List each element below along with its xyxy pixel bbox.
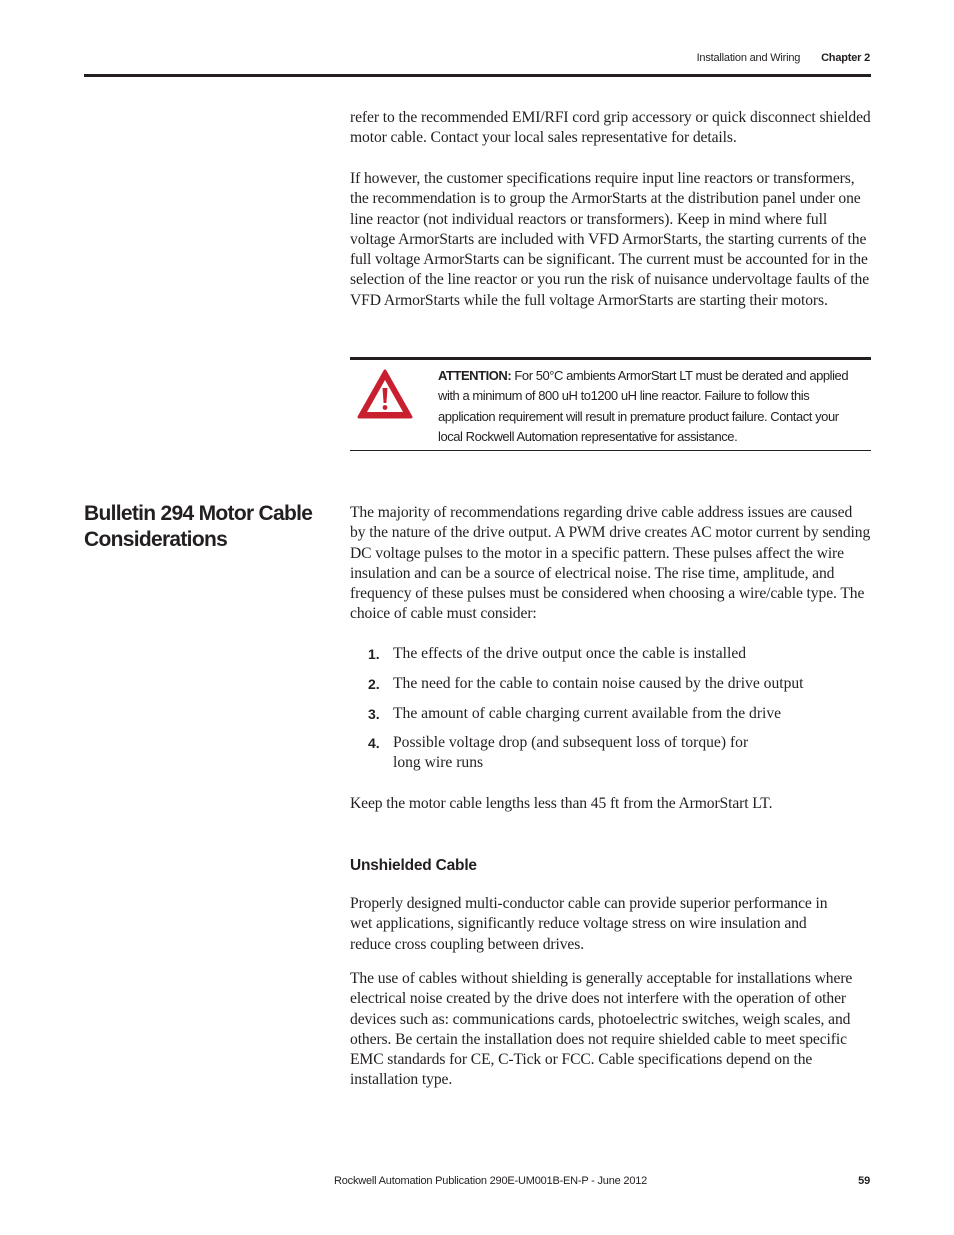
unshielded-paragraph-1: Properly designed multi-conductor cable can provide superior performance in wet applications, significantly reduce voltage stress on wire insulation and reduce cross coupling between drives. [350, 895, 828, 953]
warning-triangle-icon [357, 368, 413, 420]
list-item-text: The need for the cable to contain noise caused by the drive output [393, 675, 804, 692]
footer-publication: Rockwell Automation Publication 290E-UM001B-EN-P - June 2012 [334, 1175, 648, 1187]
attention-text [438, 366, 863, 447]
section-paragraph-1: The majority of recommendations regarding drive cable address issues are caused by the nature of the drive output. A PWM drive creates AC motor current by sending DC voltage pulses to the motor in a specific pattern. These pulses affect the wire insulation and can be a source of electrical noise. The rise time, amplitude, and frequency of these pulses must be considered when choosing a wire/cable type. The choice of cable must consider: [350, 504, 871, 623]
list-item-number: 2. [368, 676, 380, 692]
section-title: Bulletin 294 Motor Cable Considerations [84, 502, 313, 551]
attention-message: For 50°C ambients ArmorStart LT must be derated and applied with a minimum of 800 uH to1200 uH line reactor. Failure to follow this application requirement will result in premature product failure. Contact your local Rockwell Automation representative for assistance. [438, 368, 849, 444]
list-item [368, 733, 763, 774]
list-item-text: Possible voltage drop (and subsequent loss of torque) for long wire runs [393, 734, 749, 772]
page-number: 59 [858, 1175, 870, 1187]
list-item-text: The amount of cable charging current available from the drive [393, 705, 782, 722]
attention-box [350, 357, 871, 451]
intro-paragraph-1: refer to the recommended EMI/RFI cord grip accessory or quick disconnect shielded motor cable. Contact your local sales representative for details. [350, 109, 871, 147]
list-item [368, 704, 873, 724]
unshielded-cable-heading: Unshielded Cable [350, 857, 477, 874]
header-chapter: Chapter 2 [821, 52, 870, 64]
list-item-number: 3. [368, 706, 380, 722]
running-header [697, 52, 870, 64]
unshielded-paragraph-2: The use of cables without shielding is generally acceptable for installations where electrical noise created by the drive does not interfere with the operation of other devices such as: communications cards, photoelectric switches, weigh scales, and others. Be certain the installation does not require shielded cable to meet specific EMC standards for CE, C-Tick or FCC. Cable specifications depend on the installation type. [350, 970, 853, 1089]
list-item [368, 674, 873, 694]
header-rule [84, 74, 871, 77]
header-section-title: Installation and Wiring [696, 52, 801, 64]
list-item-number: 1. [368, 646, 380, 662]
list-item-text: The effects of the drive output once the cable is installed [393, 645, 747, 662]
attention-label: ATTENTION: [438, 368, 512, 383]
list-item-number: 4. [368, 735, 380, 751]
intro-paragraph-2: If however, the customer specifications require input line reactors or transformers, the recommendation is to group the ArmorStarts at the distribution panel under one line reactor (not individual reactors or transformers). Keep in mind where full voltage ArmorStarts are included with VFD ArmorStarts, the starting currents of the full voltage ArmorStarts can be significant. The current must be accounted for in the selection of the line reactor or you run the risk of nuisance undervoltage faults of the VFD ArmorStarts while the full voltage ArmorStarts are starting their motors. [350, 170, 870, 309]
list-item [368, 644, 873, 664]
section-paragraph-2: Keep the motor cable lengths less than 45 ft from the ArmorStart LT. [350, 795, 773, 812]
